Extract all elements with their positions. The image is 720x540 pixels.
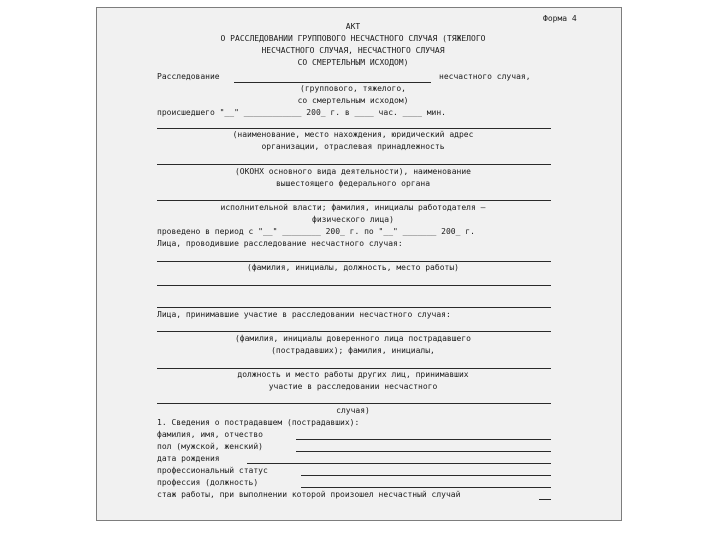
work-experience-field[interactable] (539, 499, 551, 500)
investigation-label: Расследование (157, 72, 220, 81)
okonh-blank[interactable] (157, 164, 551, 165)
participants-label: Лица, принимавшие участие в расследовании несчастного случая: (157, 310, 451, 319)
organization-blank[interactable] (157, 128, 551, 129)
participants-hint-2: (пострадавших); фамилия, инициалы, (271, 346, 435, 355)
profession-label: профессия (должность) (157, 478, 259, 487)
full-name-label: фамилия, имя, отчество (157, 430, 263, 439)
investigation-period-line[interactable]: проведено в период с "__" ________ 200_ г. по "__" _______ 200_ г. (157, 227, 475, 236)
authority-hint: исполнительной власти; фамилия, инициалы работодателя – (220, 203, 486, 212)
form-sheet (96, 7, 622, 521)
profession-field[interactable] (301, 487, 551, 488)
birth-date-field[interactable] (247, 463, 551, 464)
professional-status-field[interactable] (301, 475, 551, 476)
participants-blank-2[interactable] (157, 368, 551, 369)
occurrence-date-line[interactable]: происшедшего "__" ____________ 200_ г. в ____ час. ____ мин. (157, 108, 446, 117)
full-name-field[interactable] (296, 439, 551, 440)
sex-label: пол (мужской, женский) (157, 442, 263, 451)
participants-hint-5: случая) (336, 406, 370, 415)
act-title-line-3: НЕСЧАСТНОГО СЛУЧАЯ, НЕСЧАСТНОГО СЛУЧАЯ (261, 46, 445, 55)
participants-blank-3[interactable] (157, 403, 551, 404)
participants-blank[interactable] (157, 331, 551, 332)
act-title-line-2: О РАССЛЕДОВАНИИ ГРУППОВОГО НЕСЧАСТНОГО СЛУЧАЯ (ТЯЖЕЛОГО (220, 34, 486, 43)
investigation-suffix: несчастного случая, (439, 72, 531, 81)
investigation-type-blank[interactable] (234, 82, 431, 83)
authority-blank[interactable] (157, 200, 551, 201)
professional-status-label: профессиональный статус (157, 466, 268, 475)
investigators-label: Лица, проводившие расследование несчастного случая: (157, 239, 403, 248)
okonh-hint-2: вышестоящего федерального органа (275, 179, 431, 188)
act-title: АКТ (345, 22, 361, 31)
form-number-label: Форма 4 (543, 14, 577, 23)
organization-hint: (наименование, место нахождения, юридический адрес (232, 130, 474, 139)
participants-hint-4: участие в расследовании несчастного (268, 382, 438, 391)
investigation-type-hint-2: со смертельным исходом) (297, 96, 409, 105)
investigators-blank-3[interactable] (157, 307, 551, 308)
investigators-blank[interactable] (157, 261, 551, 262)
sex-field[interactable] (296, 451, 551, 452)
investigators-hint: (фамилия, инициалы, должность, место работы) (247, 263, 459, 272)
participants-hint: (фамилия, инициалы доверенного лица пострадавшего (234, 334, 471, 343)
work-experience-label: стаж работы, при выполнении которой произошел несчастный случай (157, 490, 461, 499)
okonh-hint: (ОКОНХ основного вида деятельности), наименование (234, 167, 471, 176)
participants-hint-3: должность и место работы других лиц, принимавших (237, 370, 469, 379)
act-title-line-4: СО СМЕРТЕЛЬНЫМ ИСХОДОМ) (297, 58, 409, 67)
investigation-type-hint: (группового, тяжелого, (300, 84, 406, 93)
authority-hint-2: физического лица) (312, 215, 394, 224)
birth-date-label: дата рождения (157, 454, 220, 463)
organization-hint-2: организации, отраслевая принадлежность (261, 142, 445, 151)
investigators-blank-2[interactable] (157, 285, 551, 286)
section-1-title: 1. Сведения о пострадавшем (пострадавших): (157, 418, 360, 427)
